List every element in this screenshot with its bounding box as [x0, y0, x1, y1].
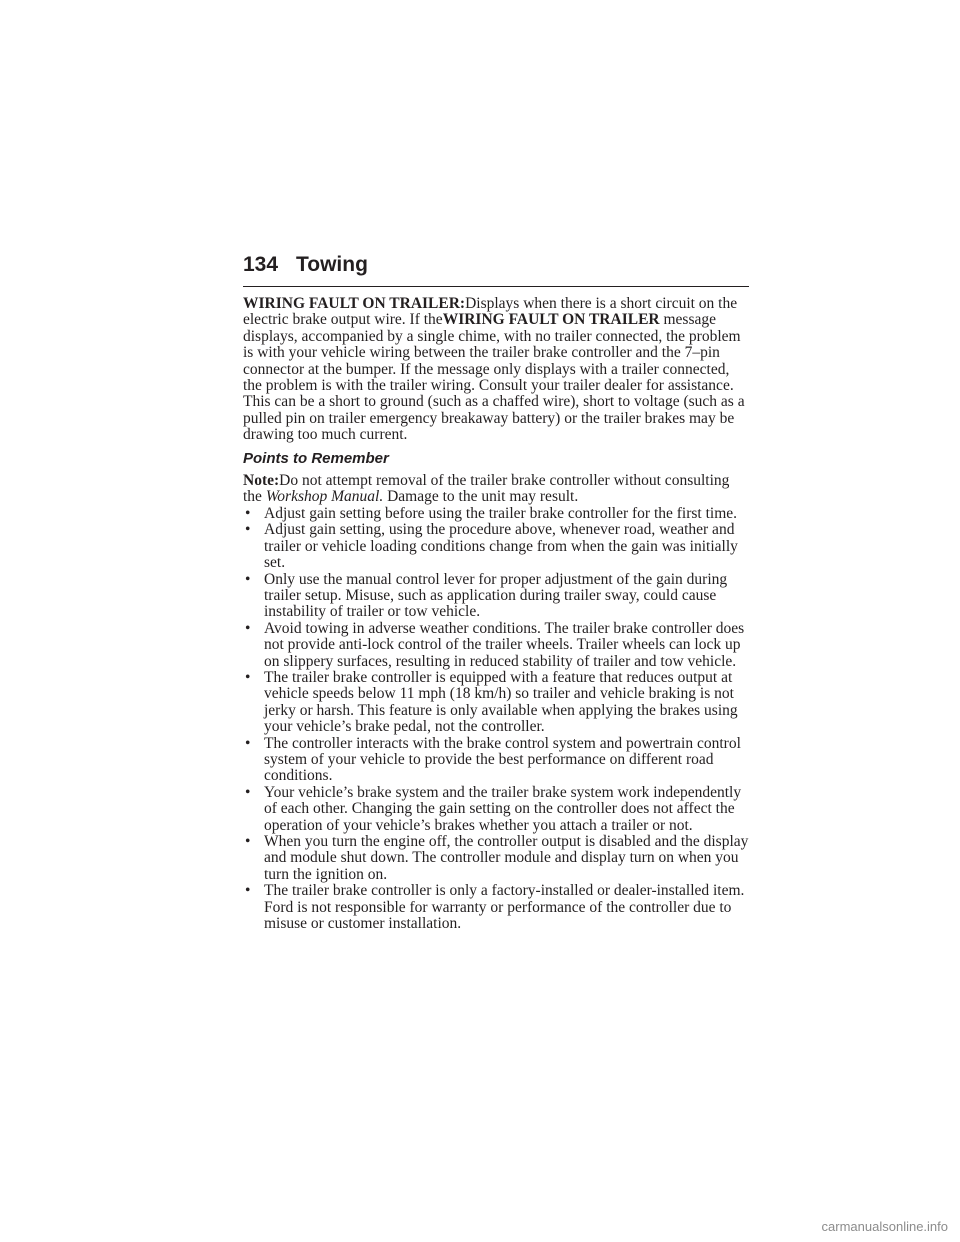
bullet-icon: •: [245, 619, 251, 637]
bullet-icon: •: [245, 783, 251, 801]
section-title: Towing: [296, 253, 368, 276]
page-number: 134: [243, 253, 279, 276]
list-item-text: Adjust gain setting, using the procedure above, whenever road, weather and trailer or vehicle loading conditions change from when the gain was initially set.: [264, 521, 738, 572]
note-text-1: Do not attempt removal of the trailer brake controller without consulting the: [243, 472, 730, 506]
note-paragraph: [243, 473, 749, 506]
bullet-icon: •: [245, 833, 251, 850]
list-item-text: The controller interacts with the brake control system and powertrain control system of your vehicle to provide the best performance on different road conditions.: [264, 734, 741, 785]
list-item: [243, 834, 749, 883]
wiring-fault-inline-label: WIRING FAULT ON TRAILER: [442, 311, 660, 329]
list-item-text: The trailer brake controller is equipped with a feature that reduces output at vehicle speeds below 11 mph (18 km/h) so trailer and vehicle braking is not jerky or harsh. This feature is only available when applying the brakes using your vehicle’s brake pedal, not the controller.: [264, 668, 738, 736]
workshop-manual-reference: Workshop Manual.: [265, 488, 384, 506]
list-item-text: Avoid towing in adverse weather conditions. The trailer brake controller does not provide anti-lock control of the trailer wheels. Trailer wheels can lock up on slippery surfaces, resulting in reduced stability of trailer and tow vehicle.: [264, 619, 745, 670]
list-item-text: The trailer brake controller is only a factory-installed or dealer-installed item. Ford is not responsible for warranty or performance of the controller due to misuse or customer installation.: [264, 882, 745, 933]
note-text-2: Damage to the unit may result.: [383, 488, 579, 506]
list-item: [243, 572, 749, 621]
points-list: [243, 506, 749, 933]
bullet-icon: •: [245, 504, 251, 522]
list-item: [243, 506, 749, 522]
list-item: [243, 670, 749, 736]
list-item: [243, 785, 749, 834]
list-item: [243, 883, 749, 932]
list-item-text: Adjust gain setting before using the trailer brake controller for the first time.: [264, 504, 738, 522]
list-item: [243, 621, 749, 670]
list-item-text: Only use the manual control lever for proper adjustment of the gain during trailer setup. Misuse, such as application during trailer sway, could cause instability of trailer or tow vehicle.: [264, 570, 728, 621]
page-header: [243, 253, 749, 287]
list-item: [243, 736, 749, 785]
wiring-fault-text-2: message displays, accompanied by a single chime, with no trailer connected, the problem is with your vehicle wiring between the trailer brake controller and the 7–pin connector at the bumper. If the message only displays with a trailer connected, the problem is with the trailer wiring. Consult your trailer dealer for assistance. This can be a short to ground (such as a chaffed wire), short to voltage (such as a pulled pin on trailer emergency breakaway battery) or the trailer brakes may be drawing too much current.: [243, 311, 745, 444]
watermark: carmanualsonline.info: [821, 1219, 948, 1234]
list-item-text: Your vehicle’s brake system and the trailer brake system work independently of each other. Changing the gain setting on the controller does not affect the operation of your vehicle’s brakes whether you attach a trailer or not.: [264, 783, 742, 834]
bullet-icon: •: [245, 734, 251, 752]
wiring-fault-text-1: Displays when there is a short circuit on the electric brake output wire. If the: [243, 295, 738, 329]
bullet-icon: •: [245, 882, 251, 900]
page-content: [243, 296, 749, 932]
bullet-icon: •: [245, 668, 251, 686]
note-label: Note:: [243, 472, 280, 490]
list-item-text: When you turn the engine off, the controller output is disabled and the display and module shut down. The controller module and display turn on when you turn the ignition on.: [264, 833, 749, 883]
wiring-fault-paragraph: [243, 296, 749, 444]
bullet-icon: •: [245, 570, 251, 588]
list-item: [243, 522, 749, 571]
points-to-remember-heading: Points to Remember: [243, 449, 389, 467]
wiring-fault-label: WIRING FAULT ON TRAILER:: [243, 295, 466, 312]
bullet-icon: •: [245, 521, 251, 539]
